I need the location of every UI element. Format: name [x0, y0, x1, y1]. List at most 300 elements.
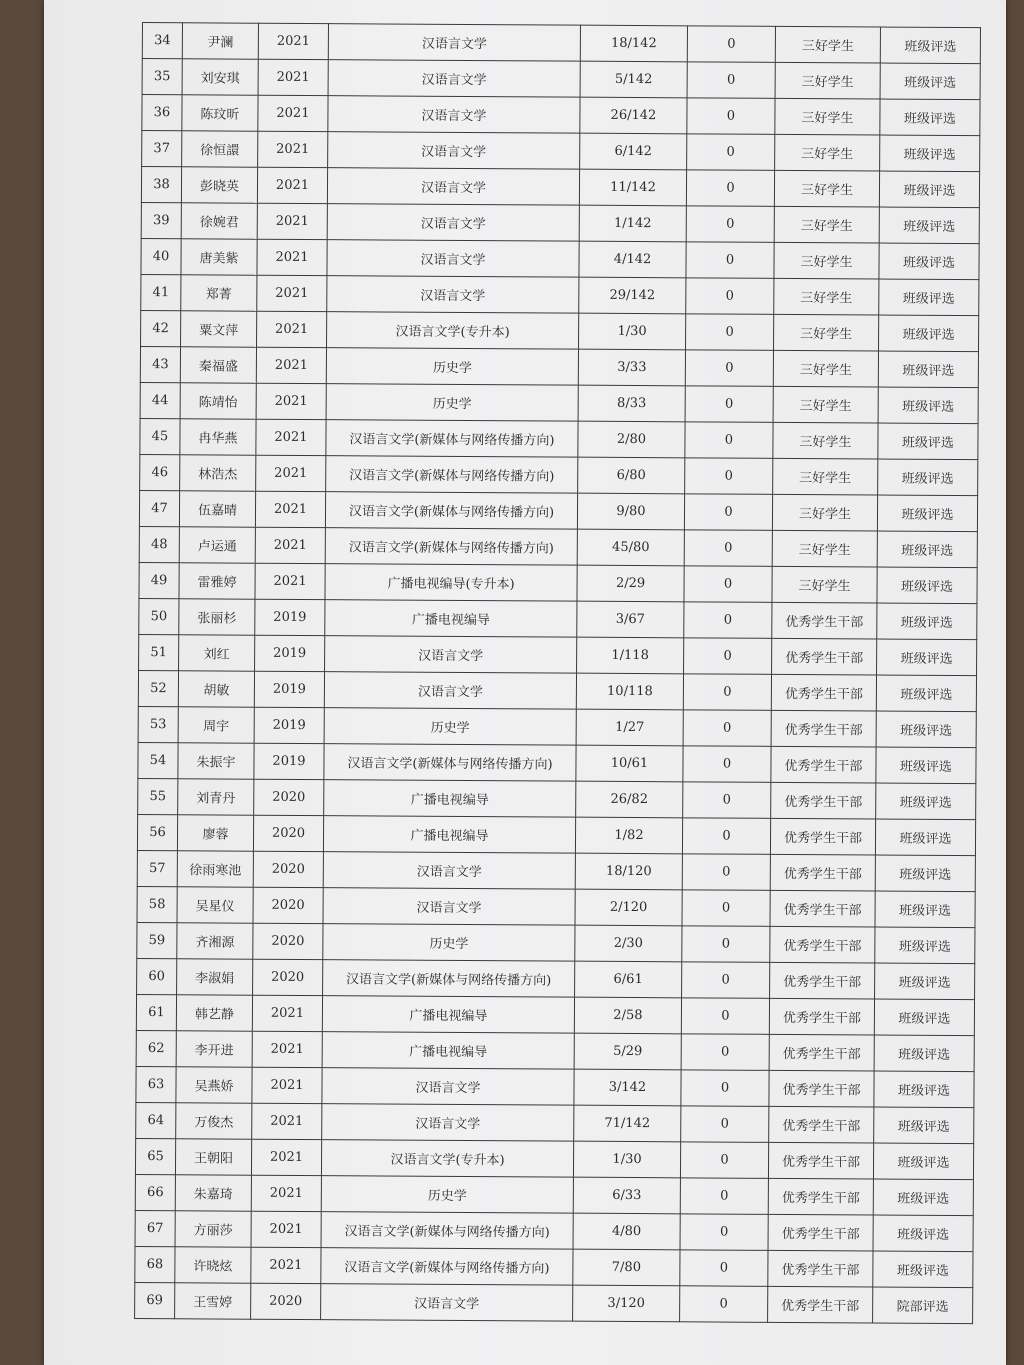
award-title-cell: 三好学生 [772, 530, 877, 567]
row-number-cell: 34 [142, 23, 182, 59]
table-row [139, 490, 977, 531]
table-row [138, 742, 976, 783]
major-cell: 广播电视编导 [322, 1032, 574, 1070]
student-name-cell: 韩艺静 [176, 995, 252, 1031]
selection-level-cell: 班级评选 [873, 1215, 973, 1252]
award-title-cell: 三好学生 [773, 350, 878, 387]
selection-level-cell: 班级评选 [876, 747, 976, 784]
major-cell: 汉语言文学(新媒体与网络传播方向) [325, 528, 577, 566]
row-number-cell: 52 [138, 670, 178, 706]
major-cell: 汉语言文学 [323, 852, 575, 890]
failed-courses-cell: 0 [685, 386, 773, 423]
grade-year-cell: 2019 [255, 635, 325, 671]
selection-level-cell: 班级评选 [875, 963, 975, 1000]
grade-year-cell: 2019 [255, 599, 325, 635]
selection-level-cell: 班级评选 [878, 459, 978, 496]
table-row [138, 778, 976, 819]
award-title-cell: 优秀学生干部 [771, 782, 876, 819]
award-title-cell: 优秀学生干部 [769, 1106, 874, 1143]
student-name-cell: 李淑娟 [177, 959, 253, 995]
failed-courses-cell: 0 [686, 242, 774, 279]
major-cell: 汉语言文学 [322, 1068, 574, 1106]
selection-level-cell: 班级评选 [873, 1143, 973, 1180]
award-title-cell: 三好学生 [774, 242, 879, 279]
table-row [136, 1066, 974, 1107]
failed-courses-cell: 0 [685, 422, 773, 459]
award-title-cell: 优秀学生干部 [769, 1070, 874, 1107]
selection-level-cell: 班级评选 [875, 891, 975, 928]
award-title-cell: 优秀学生干部 [768, 1214, 873, 1251]
selection-level-cell: 班级评选 [878, 423, 978, 460]
grade-year-cell: 2020 [253, 923, 323, 959]
major-cell: 汉语言文学 [327, 240, 579, 278]
major-cell: 广播电视编导 [323, 816, 575, 854]
class-rank-cell: 3/33 [578, 349, 685, 386]
student-name-cell: 刘红 [179, 635, 255, 671]
selection-level-cell: 院部评选 [873, 1287, 973, 1324]
row-number-cell: 54 [138, 742, 178, 778]
major-cell: 历史学 [321, 1176, 573, 1214]
student-name-cell: 方丽莎 [175, 1211, 251, 1247]
class-rank-cell: 18/120 [575, 853, 682, 890]
row-number-cell: 46 [140, 454, 180, 490]
failed-courses-cell: 0 [683, 746, 771, 783]
selection-level-cell: 班级评选 [879, 315, 979, 352]
table-row [137, 922, 975, 963]
student-name-cell: 卢运通 [179, 527, 255, 563]
class-rank-cell: 6/142 [580, 133, 687, 170]
grade-year-cell: 2021 [255, 563, 325, 599]
major-cell: 汉语言文学 [325, 636, 577, 674]
student-name-cell: 朱振宇 [178, 743, 254, 779]
award-title-cell: 三好学生 [775, 26, 880, 63]
grade-year-cell: 2021 [252, 1067, 322, 1103]
class-rank-cell: 6/80 [578, 457, 685, 494]
student-name-cell: 尹澜 [182, 23, 258, 59]
selection-level-cell: 班级评选 [874, 999, 974, 1036]
award-title-cell: 三好学生 [775, 98, 880, 135]
row-number-cell: 37 [142, 131, 182, 167]
grade-year-cell: 2021 [256, 347, 326, 383]
failed-courses-cell: 0 [684, 602, 772, 639]
major-cell: 汉语言文学(新媒体与网络传播方向) [321, 1212, 573, 1250]
major-cell: 历史学 [326, 348, 578, 386]
grade-year-cell: 2021 [255, 527, 325, 563]
failed-courses-cell: 0 [680, 1286, 768, 1323]
grade-year-cell: 2019 [254, 707, 324, 743]
failed-courses-cell: 0 [685, 458, 773, 495]
major-cell: 汉语言文学 [328, 60, 580, 98]
student-name-cell: 雷雅婷 [179, 563, 255, 599]
major-cell: 汉语言文学(专升本) [327, 312, 579, 350]
row-number-cell: 35 [142, 59, 182, 95]
award-title-cell: 优秀学生干部 [768, 1250, 873, 1287]
failed-courses-cell: 0 [687, 62, 775, 99]
class-rank-cell: 1/27 [576, 709, 683, 746]
student-name-cell: 廖蓉 [177, 815, 253, 851]
class-rank-cell: 9/80 [577, 493, 684, 530]
grade-year-cell: 2021 [257, 311, 327, 347]
student-name-cell: 齐湘源 [177, 923, 253, 959]
award-title-cell: 三好学生 [774, 206, 879, 243]
table-row [141, 202, 979, 243]
award-title-cell: 优秀学生干部 [771, 710, 876, 747]
failed-courses-cell: 0 [686, 170, 774, 207]
table-row [135, 1138, 973, 1179]
row-number-cell: 41 [141, 274, 181, 310]
class-rank-cell: 6/61 [575, 961, 682, 998]
class-rank-cell: 1/142 [579, 205, 686, 242]
grade-year-cell: 2021 [255, 491, 325, 527]
row-number-cell: 47 [139, 490, 179, 526]
award-title-cell: 优秀学生干部 [769, 1034, 874, 1071]
student-name-cell: 唐美紫 [181, 239, 257, 275]
row-number-cell: 42 [141, 310, 181, 346]
award-title-cell: 三好学生 [775, 134, 880, 171]
student-name-cell: 许晓炫 [175, 1247, 251, 1283]
grade-year-cell: 2019 [254, 743, 324, 779]
student-name-cell: 胡敏 [178, 671, 254, 707]
table-row [142, 59, 980, 100]
grade-year-cell: 2021 [252, 1031, 322, 1067]
row-number-cell: 69 [135, 1282, 175, 1318]
student-name-cell: 刘青丹 [178, 779, 254, 815]
class-rank-cell: 3/67 [577, 601, 684, 638]
grade-year-cell: 2021 [252, 995, 322, 1031]
failed-courses-cell: 0 [683, 782, 771, 819]
selection-level-cell: 班级评选 [879, 243, 979, 280]
failed-courses-cell: 0 [680, 1250, 768, 1287]
selection-level-cell: 班级评选 [876, 675, 976, 712]
selection-level-cell: 班级评选 [880, 63, 980, 100]
award-title-cell: 优秀学生干部 [768, 1178, 873, 1215]
grade-year-cell: 2021 [258, 23, 328, 59]
row-number-cell: 55 [138, 778, 178, 814]
selection-level-cell: 班级评选 [873, 1251, 973, 1288]
table-row [138, 706, 976, 747]
student-name-cell: 徐婉君 [181, 203, 257, 239]
failed-courses-cell: 0 [682, 818, 770, 855]
table-row [141, 274, 979, 315]
class-rank-cell: 29/142 [579, 277, 686, 314]
student-name-cell: 徐雨寒池 [177, 851, 253, 887]
class-rank-cell: 1/30 [573, 1141, 680, 1178]
major-cell: 汉语言文学 [321, 1284, 573, 1322]
row-number-cell: 62 [136, 1030, 176, 1066]
row-number-cell: 61 [136, 994, 176, 1030]
grade-year-cell: 2021 [256, 455, 326, 491]
class-rank-cell: 71/142 [574, 1105, 681, 1142]
award-title-cell: 三好学生 [774, 314, 879, 351]
grade-year-cell: 2021 [257, 275, 327, 311]
student-name-cell: 陈靖怡 [180, 383, 256, 419]
major-cell: 广播电视编导 [324, 780, 576, 818]
table-row [135, 1174, 973, 1215]
class-rank-cell: 10/118 [576, 673, 683, 710]
grade-year-cell: 2021 [251, 1211, 321, 1247]
award-title-cell: 优秀学生干部 [770, 926, 875, 963]
major-cell: 广播电视编导 [325, 600, 577, 638]
selection-level-cell: 班级评选 [876, 711, 976, 748]
selection-level-cell: 班级评选 [874, 1035, 974, 1072]
table-row [137, 958, 975, 999]
failed-courses-cell: 0 [685, 350, 773, 387]
class-rank-cell: 4/142 [579, 241, 686, 278]
failed-courses-cell: 0 [680, 1214, 768, 1251]
major-cell: 汉语言文学 [327, 204, 579, 242]
class-rank-cell: 11/142 [579, 169, 686, 206]
class-rank-cell: 6/33 [573, 1177, 680, 1214]
selection-level-cell: 班级评选 [880, 135, 980, 172]
class-rank-cell: 18/142 [580, 25, 687, 62]
student-name-cell: 张丽杉 [179, 599, 255, 635]
class-rank-cell: 2/120 [575, 889, 682, 926]
selection-level-cell: 班级评选 [873, 1179, 973, 1216]
failed-courses-cell: 0 [682, 962, 770, 999]
student-name-cell: 王朝阳 [175, 1139, 251, 1175]
award-title-cell: 优秀学生干部 [770, 854, 875, 891]
failed-courses-cell: 0 [684, 494, 772, 531]
row-number-cell: 63 [136, 1066, 176, 1102]
student-name-cell: 冉华燕 [180, 419, 256, 455]
class-rank-cell: 7/80 [573, 1249, 680, 1286]
student-name-cell: 王雪婷 [175, 1283, 251, 1319]
selection-level-cell: 班级评选 [874, 1107, 974, 1144]
award-title-cell: 三好学生 [772, 566, 877, 603]
selection-level-cell: 班级评选 [875, 927, 975, 964]
selection-level-cell: 班级评选 [877, 639, 977, 676]
selection-level-cell: 班级评选 [879, 279, 979, 316]
row-number-cell: 45 [140, 418, 180, 454]
class-rank-cell: 10/61 [576, 745, 683, 782]
award-title-cell: 优秀学生干部 [768, 1286, 873, 1323]
major-cell: 历史学 [326, 384, 578, 422]
student-name-cell: 万俊杰 [176, 1103, 252, 1139]
student-name-cell: 朱嘉琦 [175, 1175, 251, 1211]
major-cell: 汉语言文学(新媒体与网络传播方向) [324, 744, 576, 782]
major-cell: 汉语言文学 [327, 276, 579, 314]
class-rank-cell: 5/29 [574, 1033, 681, 1070]
major-cell: 汉语言文学 [328, 96, 580, 134]
class-rank-cell: 4/80 [573, 1213, 680, 1250]
table-row [139, 598, 977, 639]
award-title-cell: 优秀学生干部 [771, 674, 876, 711]
selection-level-cell: 班级评选 [879, 207, 979, 244]
award-title-cell: 优秀学生干部 [772, 638, 877, 675]
major-cell: 汉语言文学(新媒体与网络传播方向) [326, 420, 578, 458]
failed-courses-cell: 0 [681, 1034, 769, 1071]
student-name-cell: 陈玟昕 [182, 95, 258, 131]
selection-level-cell: 班级评选 [880, 27, 980, 64]
class-rank-cell: 45/80 [577, 529, 684, 566]
failed-courses-cell: 0 [684, 638, 772, 675]
row-number-cell: 67 [135, 1210, 175, 1246]
failed-courses-cell: 0 [682, 854, 770, 891]
class-rank-cell: 2/29 [577, 565, 684, 602]
major-cell: 汉语言文学 [328, 24, 580, 62]
award-table [134, 22, 981, 1324]
grade-year-cell: 2021 [257, 239, 327, 275]
major-cell: 汉语言文学(新媒体与网络传播方向) [325, 492, 577, 530]
grade-year-cell: 2021 [252, 1103, 322, 1139]
table-row [137, 814, 975, 855]
award-title-cell: 优秀学生干部 [770, 962, 875, 999]
student-name-cell: 伍嘉晴 [179, 491, 255, 527]
student-name-cell: 郑菁 [181, 275, 257, 311]
table-row [135, 1246, 973, 1287]
row-number-cell: 68 [135, 1246, 175, 1282]
paper-sheet [44, 0, 1006, 1365]
selection-level-cell: 班级评选 [880, 99, 980, 136]
row-number-cell: 36 [142, 95, 182, 131]
student-name-cell: 吴星仪 [177, 887, 253, 923]
table-row [136, 994, 974, 1035]
grade-year-cell: 2020 [254, 779, 324, 815]
grade-year-cell: 2021 [258, 59, 328, 95]
major-cell: 汉语言文学 [324, 672, 576, 710]
class-rank-cell: 1/118 [577, 637, 684, 674]
student-name-cell: 刘安琪 [182, 59, 258, 95]
award-table-body [135, 23, 981, 1324]
award-title-cell: 三好学生 [774, 278, 879, 315]
major-cell: 广播电视编导 [322, 996, 574, 1034]
grade-year-cell: 2021 [251, 1247, 321, 1283]
selection-level-cell: 班级评选 [879, 171, 979, 208]
selection-level-cell: 班级评选 [878, 387, 978, 424]
failed-courses-cell: 0 [684, 530, 772, 567]
grade-year-cell: 2020 [251, 1283, 321, 1319]
class-rank-cell: 5/142 [580, 61, 687, 98]
student-name-cell: 林浩杰 [180, 455, 256, 491]
major-cell: 汉语言文学(新媒体与网络传播方向) [323, 960, 575, 998]
award-title-cell: 三好学生 [772, 494, 877, 531]
failed-courses-cell: 0 [686, 278, 774, 315]
major-cell: 汉语言文学 [327, 168, 579, 206]
grade-year-cell: 2020 [253, 959, 323, 995]
student-name-cell: 彭晓英 [181, 167, 257, 203]
table-row [137, 850, 975, 891]
award-title-cell: 三好学生 [773, 458, 878, 495]
failed-courses-cell: 0 [684, 566, 772, 603]
class-rank-cell: 3/142 [574, 1069, 681, 1106]
grade-year-cell: 2021 [251, 1139, 321, 1175]
selection-level-cell: 班级评选 [877, 495, 977, 532]
grade-year-cell: 2021 [258, 95, 328, 131]
selection-level-cell: 班级评选 [877, 603, 977, 640]
award-title-cell: 优秀学生干部 [772, 602, 877, 639]
grade-year-cell: 2021 [258, 131, 328, 167]
row-number-cell: 49 [139, 562, 179, 598]
selection-level-cell: 班级评选 [874, 1071, 974, 1108]
table-row [142, 95, 980, 136]
failed-courses-cell: 0 [687, 98, 775, 135]
table-row [138, 670, 976, 711]
row-number-cell: 58 [137, 886, 177, 922]
selection-level-cell: 班级评选 [876, 783, 976, 820]
student-name-cell: 粟文萍 [181, 311, 257, 347]
failed-courses-cell: 0 [682, 890, 770, 927]
row-number-cell: 65 [135, 1138, 175, 1174]
award-title-cell: 三好学生 [773, 386, 878, 423]
grade-year-cell: 2020 [253, 815, 323, 851]
award-title-cell: 优秀学生干部 [769, 998, 874, 1035]
student-name-cell: 周宇 [178, 707, 254, 743]
row-number-cell: 66 [135, 1174, 175, 1210]
class-rank-cell: 2/80 [578, 421, 685, 458]
selection-level-cell: 班级评选 [877, 567, 977, 604]
table-row [140, 382, 978, 423]
grade-year-cell: 2021 [256, 383, 326, 419]
selection-level-cell: 班级评选 [875, 855, 975, 892]
table-row [141, 310, 979, 351]
table-row [139, 526, 977, 567]
student-name-cell: 秦福盛 [180, 347, 256, 383]
table-row [140, 454, 978, 495]
table-row [139, 562, 977, 603]
grade-year-cell: 2021 [257, 203, 327, 239]
award-title-cell: 优秀学生干部 [768, 1142, 873, 1179]
row-number-cell: 59 [137, 922, 177, 958]
row-number-cell: 51 [139, 634, 179, 670]
failed-courses-cell: 0 [683, 674, 771, 711]
major-cell: 汉语言文学 [328, 132, 580, 170]
grade-year-cell: 2021 [257, 167, 327, 203]
table-row [135, 1210, 973, 1251]
row-number-cell: 43 [140, 346, 180, 382]
class-rank-cell: 2/58 [574, 997, 681, 1034]
row-number-cell: 56 [137, 814, 177, 850]
award-title-cell: 三好学生 [773, 422, 878, 459]
failed-courses-cell: 0 [681, 1070, 769, 1107]
selection-level-cell: 班级评选 [875, 819, 975, 856]
row-number-cell: 40 [141, 238, 181, 274]
failed-courses-cell: 0 [687, 26, 775, 63]
row-number-cell: 44 [140, 382, 180, 418]
row-number-cell: 60 [137, 958, 177, 994]
table-row [142, 23, 980, 64]
failed-courses-cell: 0 [687, 134, 775, 171]
major-cell: 广播电视编导(专升本) [325, 564, 577, 602]
table-row [141, 167, 979, 208]
grade-year-cell: 2020 [253, 887, 323, 923]
row-number-cell: 53 [138, 706, 178, 742]
failed-courses-cell: 0 [682, 926, 770, 963]
failed-courses-cell: 0 [683, 710, 771, 747]
major-cell: 汉语言文学 [323, 888, 575, 926]
major-cell: 汉语言文学 [322, 1104, 574, 1142]
table-row [140, 418, 978, 459]
grade-year-cell: 2019 [254, 671, 324, 707]
table-row [139, 634, 977, 675]
student-name-cell: 吴燕娇 [176, 1067, 252, 1103]
award-title-cell: 优秀学生干部 [770, 890, 875, 927]
selection-level-cell: 班级评选 [878, 351, 978, 388]
table-row [136, 1030, 974, 1071]
table-row [140, 346, 978, 387]
class-rank-cell: 3/120 [573, 1285, 680, 1322]
award-title-cell: 三好学生 [775, 62, 880, 99]
major-cell: 汉语言文学(新媒体与网络传播方向) [321, 1248, 573, 1286]
failed-courses-cell: 0 [680, 1142, 768, 1179]
failed-courses-cell: 0 [681, 998, 769, 1035]
failed-courses-cell: 0 [686, 206, 774, 243]
award-title-cell: 三好学生 [774, 170, 879, 207]
table-row [136, 1102, 974, 1143]
table-row [142, 131, 980, 172]
student-name-cell: 李开进 [176, 1031, 252, 1067]
row-number-cell: 39 [141, 202, 181, 238]
failed-courses-cell: 0 [680, 1178, 768, 1215]
